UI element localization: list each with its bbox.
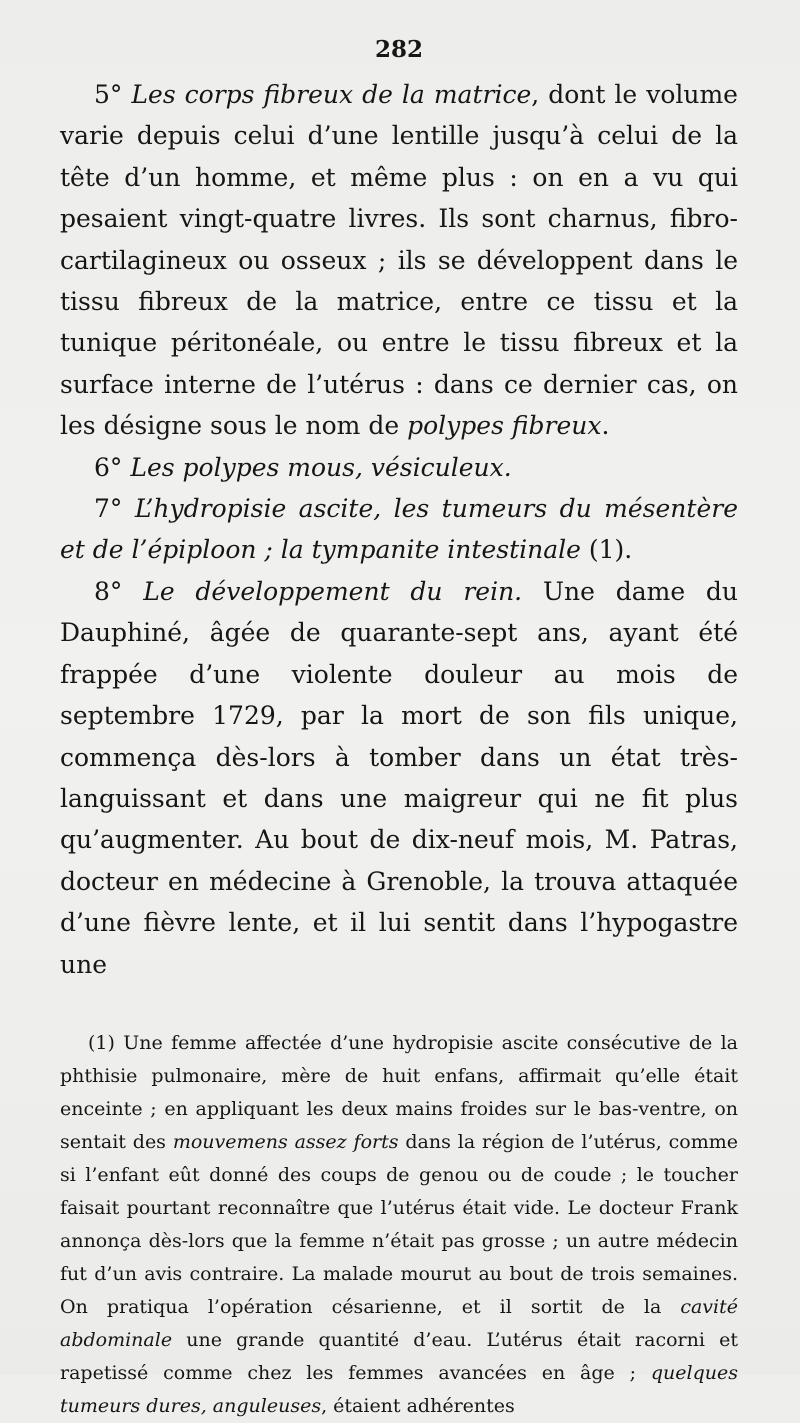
footnote-italic: cavité abdominale (60, 1295, 738, 1351)
main-text (60, 74, 738, 985)
paragraph-text: Une dame du Dauphiné, âgée de quarante-sept ans, ayant été frappée d’une violente douleur au mois de septembre 1729, par la mort de son fils unique, commença dès-lors à tomber dans un état très-languissant et dans une maigreur qui ne fit plus qu’augmenter. Au bout de dix-neuf mois, M. Patras, docteur en médecine à Grenoble, la trouva attaquée d’une fièvre lente, et il lui sentit dans l’hypogastre une (60, 576, 739, 979)
item-title: Les corps fibreux de la matrice (131, 80, 532, 109)
footnote-text: Une femme affectée d’une hydropisie ascite consécutive de la phthisie pulmonaire, mère de huit enfans, affirmait qu’elle était enceinte ; en appliquant les deux mains froides sur le bas-ventre, on sentait des (60, 1031, 738, 1153)
item-number: 6° (94, 452, 123, 482)
page-number: 282 (374, 36, 423, 63)
footnote-reference[interactable]: (1) (588, 535, 625, 565)
footnote-text: , étaient adhérentes (321, 1394, 515, 1417)
italic-term: polypes fibreux (407, 411, 602, 441)
paragraph-item-5: 5° Les corps fibreux de la matrice, dont le volume varie depuis celui d’une lentille jusqu’à celui de la tête d’un homme, et même plus : on en a vu qui pesaient vingt-quatre livres. Ils sont charnus, fibro-cartilagineux ou osseux ; ils se développent dans le tissu fibreux de la matrice, entre ce tissu et la tunique péritonéale, ou entre le tissu fibreux et la surface interne de l’utérus : dans ce dernier cas, on les désigne sous le nom de polypes fibreux. (60, 80, 738, 441)
paragraph-item-8 (60, 571, 738, 985)
footnote-italic: quelques tumeurs dures, anguleuses (60, 1361, 738, 1417)
footnote-marker: (1) (88, 1031, 115, 1054)
item-number: 8° (94, 576, 123, 606)
footnote-text: une grande quantité d’eau. L’utérus était racorni et rapetissé comme chez les femmes avancées en âge ; (60, 1328, 738, 1384)
item-number: 7° (94, 494, 123, 524)
paragraph-item-7: 7° L’hydropisie ascite, les tumeurs du mésentère et de l’épiploon ; la tympanite intestinale (1). (60, 494, 738, 565)
item-title: Les polypes mous, vésiculeux. (130, 452, 512, 482)
item-title: Le développement du rein. (143, 576, 523, 606)
paragraph-item-6 (60, 447, 738, 488)
paragraph-text: dont le volume varie depuis celui d’une lentille jusqu’à celui de la tête d’un homme, et même plus : on en a vu qui pesaient vingt-quatre livres. Ils sont charnus, fibro-cartilagineux ou osseux ; ils se développent dans le tissu fibreux de la matrice, entre ce tissu et la tunique péritonéale, ou entre le tissu fibreux et la surface interne de l’utérus : dans ce dernier cas, on les désigne sous le nom de (60, 80, 738, 441)
item-title: L’hydropisie ascite, les tumeurs du mésentère et de l’épiploon ; la tympanite intestinale (60, 494, 738, 565)
footnote-text: dans la région de l’utérus, comme si l’enfant eût donné des coups de genou ou de coude ; le toucher faisait pourtant reconnaître que l’utérus était vide. Le docteur Frank annonça dès-lors que la femme n’était pas grosse ; un autre médecin fut d’un avis contraire. La malade mourut au bout de trois semaines. On pratiqua l’opération césarienne, et il sortit de la (60, 1130, 738, 1318)
footnote-italic: mouvemens assez forts (172, 1130, 399, 1153)
item-number: 5° (94, 80, 123, 109)
footnote (60, 1027, 738, 1423)
